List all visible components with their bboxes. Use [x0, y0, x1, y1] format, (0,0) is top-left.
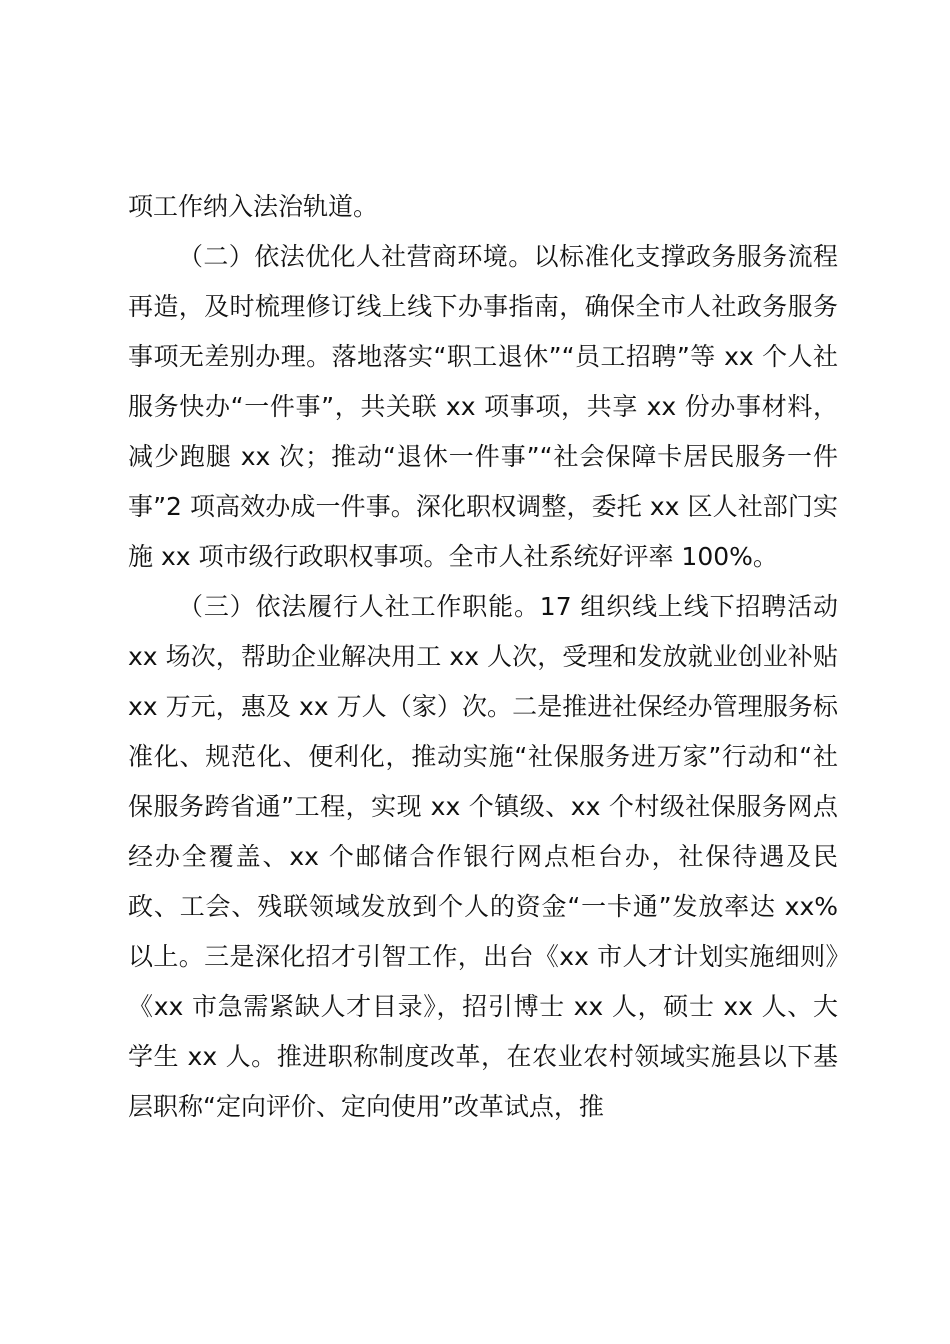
- document-body: [128, 182, 838, 1132]
- paragraph-continuation: 项工作纳入法治轨道。: [128, 192, 379, 221]
- paragraph-business-environment: （二）依法优化人社营商环境。以标准化支撑政务服务流程再造，及时梳理修订线上线下办事指南，确保全市人社政务服务事项无差别办理。落地落实“职工退休”“员工招聘”等 xx 个人社服务快办“一件事”，共关联 xx 项事项，共享 xx 份办事材料，减少跑腿 xx 次；推动“退休一件事”“社会保障卡居民服务一件事”2 项高效办成一件事。深化职权调整，委托 xx 区人社部门实施 xx 项市级行政职权事项。全市人社系统好评率 100%。: [128, 242, 838, 571]
- paragraph-duties: （三）依法履行人社工作职能。17 组织线上线下招聘活动 xx 场次，帮助企业解决用工 xx 人次，受理和发放就业创业补贴 xx 万元，惠及 xx 万人（家）次。二是推进社保经办管理服务标准化、规范化、便利化，推动实施“社保服务进万家”行动和“社保服务跨省通”工程，实现 xx 个镇级、xx 个村级社保服务网点经办全覆盖、xx 个邮储合作银行网点柜台办，社保待遇及民政、工会、残联领域发放到个人的资金“一卡通”发放率达 xx%以上。三是深化招才引智工作，出台《xx 市人才计划实施细则》《xx 市急需紧缺人才目录》，招引博士 xx 人，硕士 xx 人、大学生 xx 人。推进职称制度改革，在农业农村领域实施县以下基层职称“定向评价、定向使用”改革试点，推: [128, 592, 838, 1121]
